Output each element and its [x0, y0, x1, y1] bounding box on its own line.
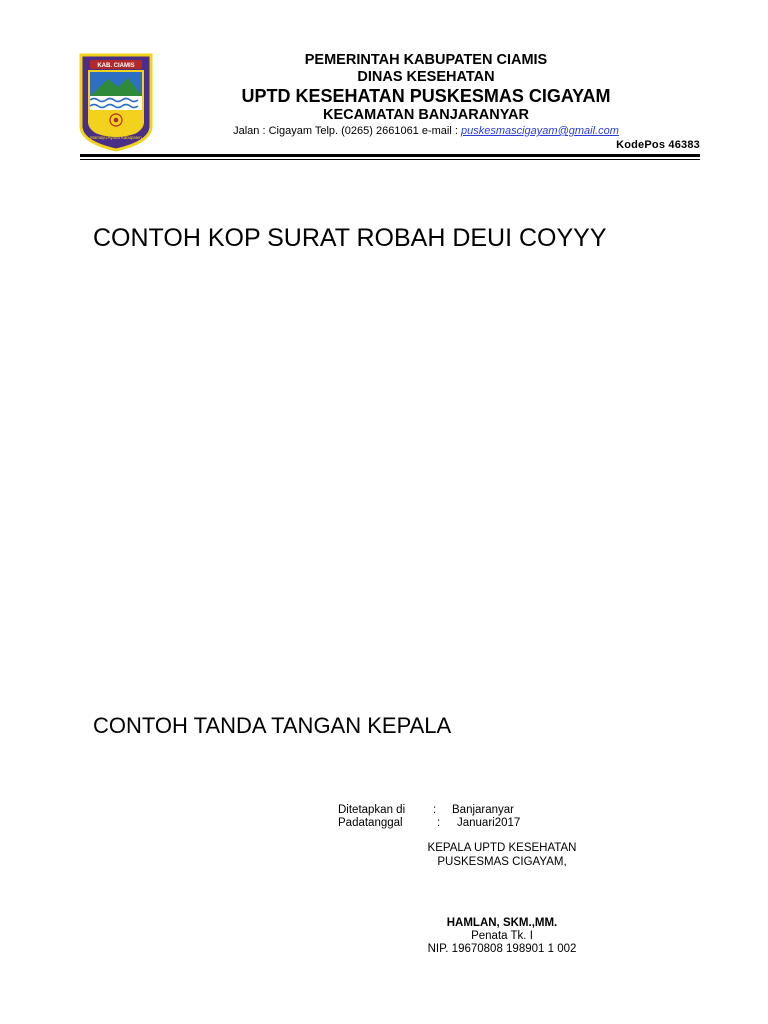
kop-institution-line: UPTD KESEHATAN PUSKESMAS CIGAYAM	[241, 86, 611, 106]
place-colon: :	[433, 804, 437, 816]
kop-postcode: KodePos 46383	[616, 139, 700, 151]
kop-district-line: KECAMATAN BANJARANYAR	[323, 107, 529, 123]
place-value: Banjaranyar	[452, 804, 515, 816]
email-link[interactable]: puskesmascigayam@gmail.com	[460, 125, 619, 137]
kop-address	[176, 125, 676, 137]
signer-rank: Penata Tk. I	[471, 930, 533, 942]
letterhead-divider-thick	[80, 154, 700, 157]
kabupaten-ciamis-crest-icon	[78, 52, 154, 152]
kop-department-line: DINAS KESEHATAN	[357, 69, 495, 85]
signer-title-line1: KEPALA UPTD KESEHATAN	[427, 842, 577, 854]
address-text: Jalan : Cigayam Telp. (0265) 2661061 e-mail :	[233, 125, 461, 137]
logo-top-text: KAB. CIAMIS	[97, 63, 135, 69]
signer-nip: NIP. 19670808 198901 1 002	[427, 943, 577, 955]
body-heading: CONTOH KOP SURAT ROBAH DEUI COYYY	[93, 224, 607, 252]
signer-title-line2: PUSKESMAS CIGAYAM,	[437, 856, 567, 868]
letterhead-divider-thin	[80, 159, 700, 160]
signer-name: HAMLAN, SKM.,MM.	[446, 917, 558, 929]
place-label: Ditetapkan di	[338, 804, 406, 816]
kop-government-line: PEMERINTAH KABUPATEN CIAMIS	[304, 52, 548, 68]
signature-heading: CONTOH TANDA TANGAN KEPALA	[93, 713, 452, 738]
date-colon: :	[437, 817, 441, 829]
logo-motto: Mamayu Ayuna Kabupaten	[90, 135, 142, 140]
date-label: Padatanggal	[338, 817, 403, 829]
date-value: Januari2017	[457, 817, 521, 829]
